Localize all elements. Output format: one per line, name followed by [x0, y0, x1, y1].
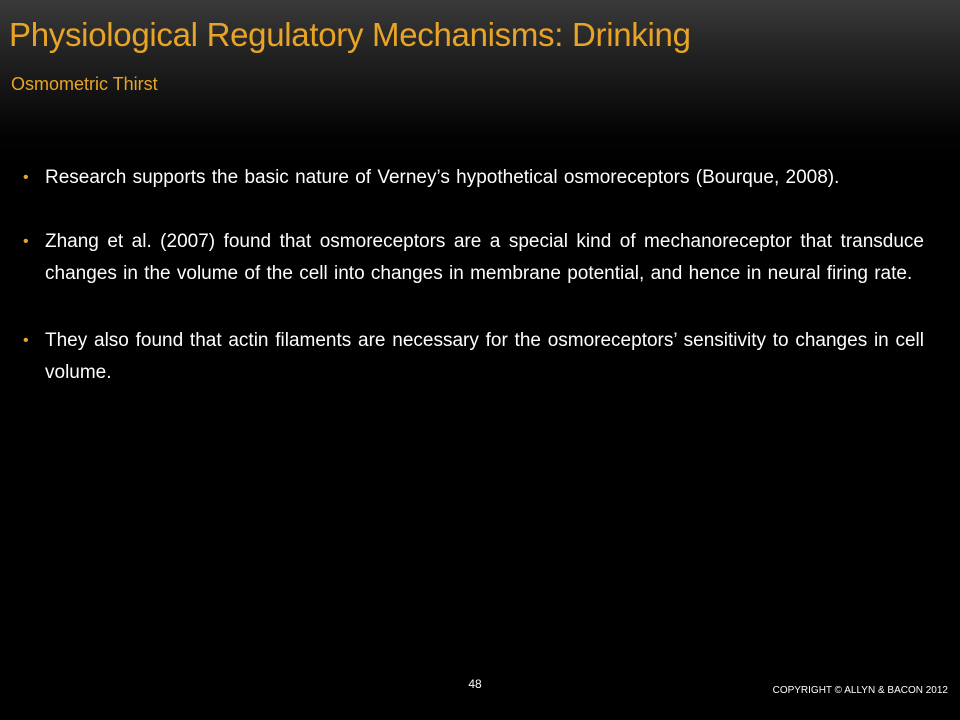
- page-number: 48: [468, 677, 482, 691]
- bullet-list: [0, 162, 960, 421]
- bullet-dot-icon: •: [23, 332, 29, 349]
- slide-title: Physiological Regulatory Mechanisms: Drinking: [9, 16, 691, 53]
- bullet-dot-icon: •: [23, 233, 29, 250]
- bullet-item: [0, 226, 960, 290]
- bullet-dot-icon: •: [23, 169, 29, 186]
- bullet-text: Research supports the basic nature of Verney’s hypothetical osmoreceptors (Bourque, 2008).: [45, 167, 840, 188]
- bullet-item: [0, 325, 960, 389]
- copyright-notice: COPYRIGHT © ALLYN & BACON 2012: [772, 685, 948, 696]
- bullet-item: [0, 162, 960, 194]
- slide-subtitle: Osmometric Thirst: [11, 74, 158, 94]
- bullet-text: They also found that actin filaments are necessary for the osmoreceptors’ sensitivity to changes in cell volume.: [45, 330, 924, 383]
- bullet-text: Zhang et al. (2007) found that osmoreceptors are a special kind of mechanoreceptor that transduce changes in the volume of the cell into changes in membrane potential, and hence in neural firing rate.: [45, 231, 924, 284]
